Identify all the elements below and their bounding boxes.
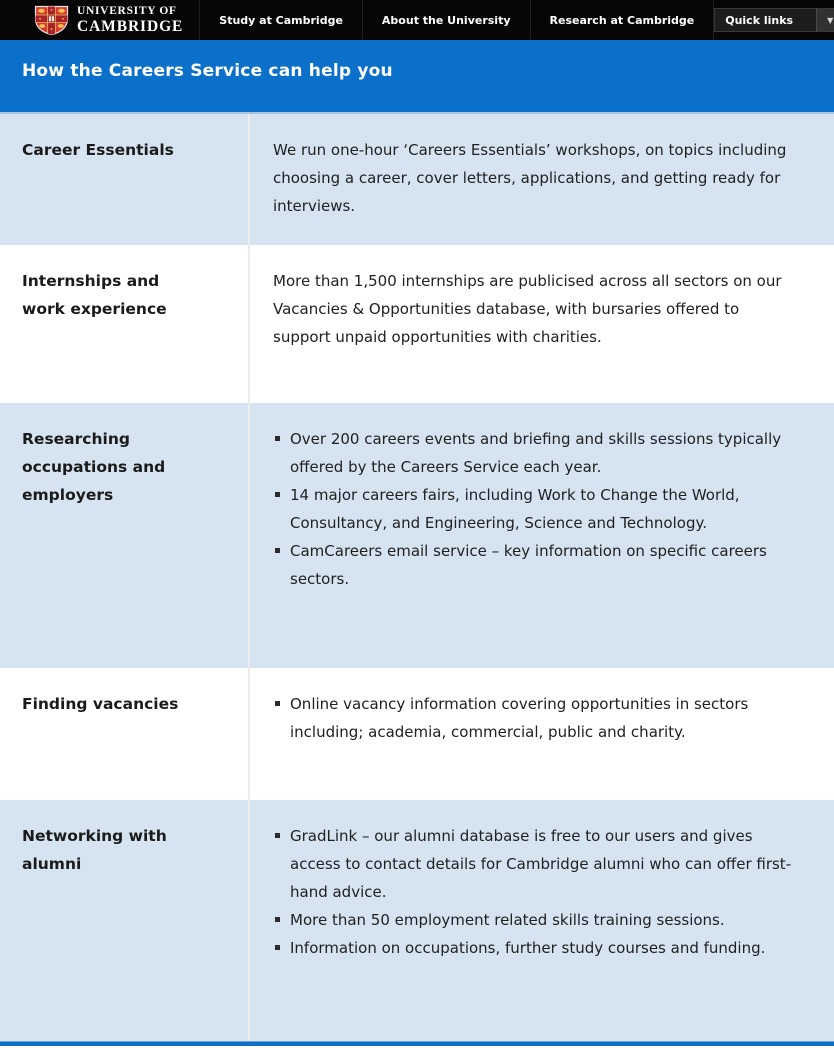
bullet-item: More than 50 employment related skills training sessions.	[273, 906, 805, 934]
bullet-item: GradLink – our alumni database is free to our users and gives access to contact details for Cambridge alumni who can offer first-hand advice.	[273, 822, 805, 906]
page-header	[0, 40, 834, 114]
bullet-list	[273, 690, 805, 746]
nav-research-at-cambridge[interactable]: Research at Cambridge	[530, 0, 715, 40]
row-heading: Researching occupations and employers	[22, 430, 166, 504]
quick-links-dropdown[interactable]	[714, 8, 834, 32]
row-content	[248, 114, 834, 245]
row-content	[248, 403, 834, 668]
logo-line1: UNIVERSITY OF	[77, 4, 177, 17]
row-paragraph: We run one-hour ‘Careers Essentials’ workshops, on topics including choosing a career, cover letters, applications, and getting ready for interviews.	[273, 141, 787, 215]
table-row	[0, 668, 834, 800]
row-content	[248, 245, 834, 403]
quick-links-label: Quick links	[725, 13, 794, 27]
row-paragraph: More than 1,500 internships are publicised across all sectors on our Vacancies & Opportunities database, with bursaries offered to support unpaid opportunities with charities.	[273, 272, 782, 346]
topbar	[0, 0, 834, 40]
bullet-item: CamCareers email service – key information on specific careers sectors.	[273, 537, 805, 593]
nav-about-the-university[interactable]: About the University	[362, 0, 530, 40]
chevron-down-icon[interactable]: ▼	[816, 9, 834, 31]
careers-table	[0, 114, 834, 1041]
table-row	[0, 245, 834, 403]
table-row	[0, 114, 834, 245]
bullet-item: Over 200 careers events and briefing and skills sessions typically offered by the Careers Service each year.	[273, 425, 805, 481]
topbar-nav	[199, 0, 714, 40]
nav-study-at-cambridge[interactable]: Study at Cambridge	[199, 0, 362, 40]
row-heading: Finding vacancies	[22, 695, 179, 713]
row-heading: Career Essentials	[22, 141, 174, 159]
logo-line2: CAMBRIDGE	[77, 18, 184, 35]
bullet-item: Information on occupations, further study courses and funding.	[273, 934, 805, 962]
bullet-list	[273, 822, 805, 962]
cambridge-shield-icon	[34, 5, 69, 36]
page-title: How the Careers Service can help you	[22, 61, 393, 81]
table-row	[0, 403, 834, 668]
row-content	[248, 668, 834, 800]
bullet-item: Online vacancy information covering opportunities in sectors including; academia, commercial, public and charity.	[273, 690, 805, 746]
bullet-list	[273, 425, 805, 593]
logo-wordmark	[77, 6, 183, 35]
row-heading: Internships and work experience	[22, 272, 167, 318]
cambridge-logo[interactable]	[0, 0, 199, 40]
row-heading: Networking with alumni	[22, 827, 167, 873]
bullet-item: 14 major careers fairs, including Work to Change the World, Consultancy, and Engineering, Science and Technology.	[273, 481, 805, 537]
table-row	[0, 800, 834, 1041]
bottom-margin	[0, 1046, 834, 1050]
topbar-right	[714, 0, 834, 40]
row-content	[248, 800, 834, 1041]
